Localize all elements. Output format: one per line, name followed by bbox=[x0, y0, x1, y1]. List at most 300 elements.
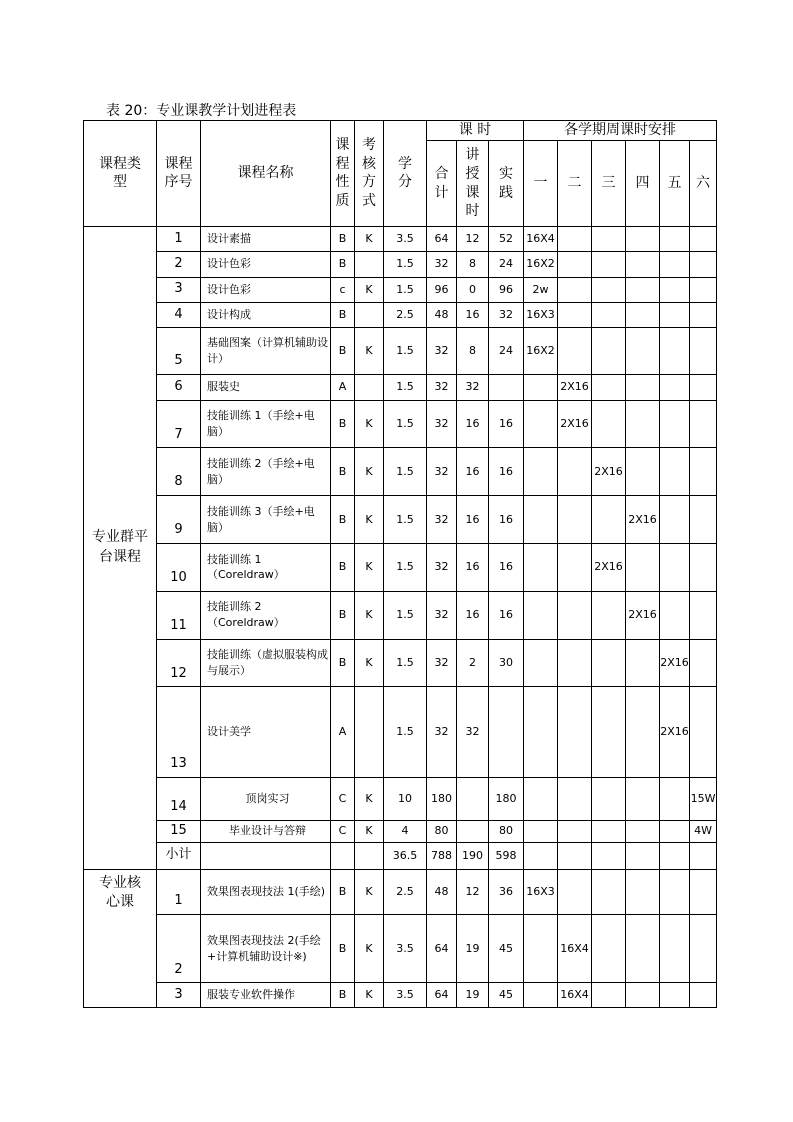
semester-5-hours bbox=[660, 869, 690, 915]
course-lecture: 12 bbox=[457, 869, 489, 915]
course-name: 技能训练 1（Coreldraw） bbox=[201, 544, 331, 592]
course-exam: K bbox=[355, 639, 384, 687]
semester-3-hours bbox=[592, 400, 626, 448]
course-lecture: 19 bbox=[457, 915, 489, 983]
semester-5-hours bbox=[660, 843, 690, 869]
course-nature: C bbox=[331, 777, 355, 820]
semester-3-hours bbox=[592, 375, 626, 400]
course-seq: 3 bbox=[157, 983, 201, 1008]
semester-1-hours bbox=[524, 544, 558, 592]
course-nature: B bbox=[331, 496, 355, 544]
semester-1-hours bbox=[524, 820, 558, 842]
course-name: 设计构成 bbox=[201, 303, 331, 328]
course-nature: B bbox=[331, 983, 355, 1008]
course-name: 效果图表现技法 2(手绘+计算机辅助设计※) bbox=[201, 915, 331, 983]
course-credit: 1.5 bbox=[384, 277, 427, 302]
semester-5-hours bbox=[660, 303, 690, 328]
semester-4-hours: 2X16 bbox=[626, 496, 660, 544]
semester-3-hours bbox=[592, 687, 626, 778]
course-practice: 80 bbox=[489, 820, 524, 842]
table-row bbox=[84, 226, 717, 251]
table-row bbox=[84, 687, 717, 778]
course-total: 32 bbox=[427, 375, 457, 400]
header-semester-1: 一 bbox=[524, 141, 558, 226]
semester-1-hours: 16X4 bbox=[524, 226, 558, 251]
course-nature: A bbox=[331, 687, 355, 778]
course-practice: 52 bbox=[489, 226, 524, 251]
semester-1-hours bbox=[524, 777, 558, 820]
course-plan-table bbox=[83, 120, 717, 1008]
course-nature: B bbox=[331, 591, 355, 639]
course-lecture: 190 bbox=[457, 843, 489, 869]
semester-6-hours bbox=[690, 983, 717, 1008]
course-name: 技能训练（虚拟服装构成与展示） bbox=[201, 639, 331, 687]
semester-6-hours bbox=[690, 400, 717, 448]
course-exam: K bbox=[355, 544, 384, 592]
header-credit: 学分 bbox=[384, 121, 427, 227]
course-name: 服装史 bbox=[201, 375, 331, 400]
course-seq: 2 bbox=[157, 915, 201, 983]
course-total: 32 bbox=[427, 544, 457, 592]
course-seq: 11 bbox=[157, 591, 201, 639]
course-name: 顶岗实习 bbox=[201, 777, 331, 820]
semester-6-hours bbox=[690, 226, 717, 251]
semester-6-hours: 15W bbox=[690, 777, 717, 820]
semester-3-hours bbox=[592, 303, 626, 328]
semester-1-hours: 16X2 bbox=[524, 328, 558, 375]
course-total: 64 bbox=[427, 915, 457, 983]
course-nature: B bbox=[331, 448, 355, 496]
semester-1-hours bbox=[524, 400, 558, 448]
course-lecture: 8 bbox=[457, 252, 489, 277]
semester-4-hours bbox=[626, 869, 660, 915]
semester-5-hours bbox=[660, 400, 690, 448]
course-nature: B bbox=[331, 252, 355, 277]
semester-1-hours bbox=[524, 687, 558, 778]
table-row bbox=[84, 544, 717, 592]
semester-1-hours bbox=[524, 983, 558, 1008]
course-total: 32 bbox=[427, 639, 457, 687]
course-name: 技能训练 3（手绘+电脑） bbox=[201, 496, 331, 544]
semester-5-hours bbox=[660, 591, 690, 639]
semester-3-hours: 2X16 bbox=[592, 448, 626, 496]
course-name: 基础图案（计算机辅助设计） bbox=[201, 328, 331, 375]
table-row bbox=[84, 591, 717, 639]
semester-4-hours bbox=[626, 843, 660, 869]
course-seq: 4 bbox=[157, 303, 201, 328]
course-total: 180 bbox=[427, 777, 457, 820]
course-practice: 16 bbox=[489, 400, 524, 448]
course-lecture: 16 bbox=[457, 448, 489, 496]
course-name: 技能训练 1（手绘+电脑） bbox=[201, 400, 331, 448]
course-name: 技能训练 2（手绘+电脑） bbox=[201, 448, 331, 496]
table-row bbox=[84, 777, 717, 820]
semester-3-hours bbox=[592, 591, 626, 639]
course-nature bbox=[331, 843, 355, 869]
course-exam: K bbox=[355, 591, 384, 639]
header-nature: 课程性质 bbox=[331, 121, 355, 227]
semester-4-hours bbox=[626, 328, 660, 375]
course-credit: 1.5 bbox=[384, 448, 427, 496]
semester-2-hours bbox=[558, 303, 592, 328]
semester-5-hours bbox=[660, 983, 690, 1008]
course-exam: K bbox=[355, 226, 384, 251]
semester-4-hours bbox=[626, 226, 660, 251]
course-credit: 1.5 bbox=[384, 544, 427, 592]
semester-4-hours bbox=[626, 820, 660, 842]
course-nature: B bbox=[331, 400, 355, 448]
semester-3-hours bbox=[592, 328, 626, 375]
course-nature: B bbox=[331, 544, 355, 592]
course-total: 32 bbox=[427, 328, 457, 375]
header-semester-5: 五 bbox=[660, 141, 690, 226]
semester-3-hours bbox=[592, 639, 626, 687]
course-name: 服装专业软件操作 bbox=[201, 983, 331, 1008]
semester-3-hours bbox=[592, 915, 626, 983]
course-total: 96 bbox=[427, 277, 457, 302]
course-seq: 3 bbox=[157, 277, 201, 302]
group-platform-courses: 专业群平台课程 bbox=[84, 226, 157, 869]
semester-4-hours bbox=[626, 303, 660, 328]
semester-2-hours bbox=[558, 777, 592, 820]
course-credit: 3.5 bbox=[384, 915, 427, 983]
semester-3-hours bbox=[592, 777, 626, 820]
semester-6-hours bbox=[690, 869, 717, 915]
course-total: 48 bbox=[427, 303, 457, 328]
course-lecture: 12 bbox=[457, 226, 489, 251]
semester-3-hours bbox=[592, 843, 626, 869]
course-credit: 4 bbox=[384, 820, 427, 842]
semester-6-hours bbox=[690, 303, 717, 328]
semester-1-hours bbox=[524, 448, 558, 496]
semester-6-hours bbox=[690, 544, 717, 592]
course-exam: K bbox=[355, 448, 384, 496]
semester-2-hours bbox=[558, 639, 592, 687]
semester-2-hours bbox=[558, 591, 592, 639]
semester-4-hours bbox=[626, 400, 660, 448]
semester-6-hours bbox=[690, 591, 717, 639]
semester-3-hours bbox=[592, 820, 626, 842]
header-semester-3: 三 bbox=[592, 141, 626, 226]
semester-5-hours bbox=[660, 328, 690, 375]
header-name: 课程名称 bbox=[201, 121, 331, 227]
semester-6-hours bbox=[690, 687, 717, 778]
semester-6-hours bbox=[690, 277, 717, 302]
table-row bbox=[84, 375, 717, 400]
group-core-courses: 专业核心课 bbox=[84, 869, 157, 1008]
table-row bbox=[84, 496, 717, 544]
header-semester-group: 各学期周课时安排 bbox=[524, 121, 717, 141]
course-seq: 10 bbox=[157, 544, 201, 592]
semester-3-hours bbox=[592, 226, 626, 251]
semester-6-hours bbox=[690, 375, 717, 400]
course-nature: B bbox=[331, 226, 355, 251]
course-exam: K bbox=[355, 328, 384, 375]
course-credit: 2.5 bbox=[384, 303, 427, 328]
semester-1-hours bbox=[524, 375, 558, 400]
semester-5-hours bbox=[660, 820, 690, 842]
semester-2-hours bbox=[558, 544, 592, 592]
course-name: 设计美学 bbox=[201, 687, 331, 778]
course-seq: 5 bbox=[157, 328, 201, 375]
semester-2-hours bbox=[558, 277, 592, 302]
table-row bbox=[84, 915, 717, 983]
course-exam: K bbox=[355, 496, 384, 544]
semester-5-hours bbox=[660, 496, 690, 544]
semester-3-hours bbox=[592, 252, 626, 277]
course-lecture: 16 bbox=[457, 591, 489, 639]
course-nature: B bbox=[331, 915, 355, 983]
semester-6-hours bbox=[690, 843, 717, 869]
semester-4-hours: 2X16 bbox=[626, 591, 660, 639]
semester-2-hours bbox=[558, 869, 592, 915]
course-credit: 3.5 bbox=[384, 983, 427, 1008]
table-row bbox=[84, 400, 717, 448]
semester-2-hours bbox=[558, 448, 592, 496]
semester-1-hours bbox=[524, 915, 558, 983]
semester-1-hours: 16X2 bbox=[524, 252, 558, 277]
semester-2-hours bbox=[558, 328, 592, 375]
course-practice: 16 bbox=[489, 591, 524, 639]
table-caption: 表 20：专业课教学计划进程表 bbox=[106, 103, 297, 119]
course-seq: 6 bbox=[157, 375, 201, 400]
table-row bbox=[84, 869, 717, 915]
semester-4-hours bbox=[626, 777, 660, 820]
course-practice: 16 bbox=[489, 496, 524, 544]
course-credit: 1.5 bbox=[384, 496, 427, 544]
header-lecture: 讲授课时 bbox=[457, 141, 489, 226]
semester-3-hours bbox=[592, 869, 626, 915]
semester-1-hours: 16X3 bbox=[524, 869, 558, 915]
table-row bbox=[84, 328, 717, 375]
semester-2-hours: 16X4 bbox=[558, 915, 592, 983]
semester-2-hours: 16X4 bbox=[558, 983, 592, 1008]
table-row bbox=[84, 983, 717, 1008]
course-exam: K bbox=[355, 777, 384, 820]
course-credit: 3.5 bbox=[384, 226, 427, 251]
table-row bbox=[84, 277, 717, 302]
course-seq: 13 bbox=[157, 687, 201, 778]
semester-2-hours bbox=[558, 252, 592, 277]
course-practice: 16 bbox=[489, 448, 524, 496]
course-seq: 小计 bbox=[157, 843, 201, 869]
semester-2-hours bbox=[558, 820, 592, 842]
course-credit: 1.5 bbox=[384, 328, 427, 375]
semester-6-hours bbox=[690, 328, 717, 375]
course-practice: 598 bbox=[489, 843, 524, 869]
course-credit: 2.5 bbox=[384, 869, 427, 915]
course-lecture: 8 bbox=[457, 328, 489, 375]
course-seq: 2 bbox=[157, 252, 201, 277]
course-exam: K bbox=[355, 820, 384, 842]
course-exam: K bbox=[355, 869, 384, 915]
semester-5-hours bbox=[660, 448, 690, 496]
course-total: 32 bbox=[427, 448, 457, 496]
semester-3-hours bbox=[592, 983, 626, 1008]
semester-1-hours: 2w bbox=[524, 277, 558, 302]
table-row bbox=[84, 448, 717, 496]
course-seq: 12 bbox=[157, 639, 201, 687]
course-practice bbox=[489, 687, 524, 778]
course-total: 64 bbox=[427, 226, 457, 251]
table-row bbox=[84, 820, 717, 842]
semester-5-hours bbox=[660, 544, 690, 592]
course-lecture: 0 bbox=[457, 277, 489, 302]
semester-5-hours bbox=[660, 915, 690, 983]
course-practice: 24 bbox=[489, 328, 524, 375]
course-total: 32 bbox=[427, 400, 457, 448]
semester-1-hours bbox=[524, 639, 558, 687]
course-name: 效果图表现技法 1(手绘) bbox=[201, 869, 331, 915]
header-semester-2: 二 bbox=[558, 141, 592, 226]
course-credit: 36.5 bbox=[384, 843, 427, 869]
course-lecture: 16 bbox=[457, 544, 489, 592]
course-practice: 30 bbox=[489, 639, 524, 687]
course-exam: K bbox=[355, 400, 384, 448]
course-lecture: 32 bbox=[457, 687, 489, 778]
table-row bbox=[84, 639, 717, 687]
header-hours-group: 课 时 bbox=[427, 121, 524, 141]
course-lecture: 16 bbox=[457, 400, 489, 448]
course-name: 毕业设计与答辩 bbox=[201, 820, 331, 842]
course-practice: 16 bbox=[489, 544, 524, 592]
semester-5-hours: 2X16 bbox=[660, 639, 690, 687]
course-exam: K bbox=[355, 277, 384, 302]
semester-2-hours: 2X16 bbox=[558, 400, 592, 448]
course-nature: B bbox=[331, 303, 355, 328]
course-seq: 15 bbox=[157, 820, 201, 842]
course-exam: K bbox=[355, 915, 384, 983]
course-nature: B bbox=[331, 869, 355, 915]
course-nature: c bbox=[331, 277, 355, 302]
course-exam bbox=[355, 375, 384, 400]
semester-3-hours bbox=[592, 277, 626, 302]
semester-4-hours bbox=[626, 639, 660, 687]
table-row bbox=[84, 843, 717, 869]
course-name: 技能训练 2（Coreldraw） bbox=[201, 591, 331, 639]
course-seq: 1 bbox=[157, 869, 201, 915]
course-credit: 1.5 bbox=[384, 687, 427, 778]
course-total: 32 bbox=[427, 687, 457, 778]
course-total: 48 bbox=[427, 869, 457, 915]
semester-4-hours bbox=[626, 983, 660, 1008]
semester-6-hours bbox=[690, 252, 717, 277]
table-row bbox=[84, 303, 717, 328]
course-credit: 1.5 bbox=[384, 375, 427, 400]
semester-3-hours: 2X16 bbox=[592, 544, 626, 592]
semester-2-hours bbox=[558, 226, 592, 251]
course-practice: 96 bbox=[489, 277, 524, 302]
semester-1-hours bbox=[524, 591, 558, 639]
course-lecture: 16 bbox=[457, 303, 489, 328]
course-total: 32 bbox=[427, 591, 457, 639]
course-seq: 7 bbox=[157, 400, 201, 448]
course-seq: 9 bbox=[157, 496, 201, 544]
course-exam bbox=[355, 252, 384, 277]
course-lecture: 32 bbox=[457, 375, 489, 400]
semester-5-hours: 2X16 bbox=[660, 687, 690, 778]
semester-4-hours bbox=[626, 544, 660, 592]
course-practice: 45 bbox=[489, 915, 524, 983]
header-semester-6: 六 bbox=[690, 141, 717, 226]
header-total: 合计 bbox=[427, 141, 457, 226]
course-practice: 180 bbox=[489, 777, 524, 820]
course-total: 32 bbox=[427, 252, 457, 277]
semester-1-hours bbox=[524, 496, 558, 544]
course-practice: 45 bbox=[489, 983, 524, 1008]
course-name: 设计素描 bbox=[201, 226, 331, 251]
semester-1-hours bbox=[524, 843, 558, 869]
semester-5-hours bbox=[660, 375, 690, 400]
course-total: 80 bbox=[427, 820, 457, 842]
semester-6-hours bbox=[690, 496, 717, 544]
course-exam bbox=[355, 303, 384, 328]
course-credit: 1.5 bbox=[384, 639, 427, 687]
semester-3-hours bbox=[592, 496, 626, 544]
semester-2-hours: 2X16 bbox=[558, 375, 592, 400]
course-practice: 36 bbox=[489, 869, 524, 915]
semester-4-hours bbox=[626, 375, 660, 400]
course-total: 32 bbox=[427, 496, 457, 544]
course-nature: C bbox=[331, 820, 355, 842]
course-credit: 1.5 bbox=[384, 252, 427, 277]
course-credit: 1.5 bbox=[384, 591, 427, 639]
course-nature: B bbox=[331, 328, 355, 375]
semester-6-hours: 4W bbox=[690, 820, 717, 842]
course-practice bbox=[489, 375, 524, 400]
course-exam: K bbox=[355, 983, 384, 1008]
semester-5-hours bbox=[660, 226, 690, 251]
semester-5-hours bbox=[660, 252, 690, 277]
semester-4-hours bbox=[626, 915, 660, 983]
course-nature: A bbox=[331, 375, 355, 400]
course-practice: 24 bbox=[489, 252, 524, 277]
table-row bbox=[84, 252, 717, 277]
course-exam bbox=[355, 687, 384, 778]
semester-5-hours bbox=[660, 277, 690, 302]
header-course-type: 课程类型 bbox=[84, 121, 157, 227]
semester-4-hours bbox=[626, 687, 660, 778]
course-credit: 1.5 bbox=[384, 400, 427, 448]
course-lecture bbox=[457, 820, 489, 842]
course-lecture: 16 bbox=[457, 496, 489, 544]
course-lecture: 19 bbox=[457, 983, 489, 1008]
header-seq: 课程序号 bbox=[157, 121, 201, 227]
course-seq: 8 bbox=[157, 448, 201, 496]
semester-6-hours bbox=[690, 915, 717, 983]
course-practice: 32 bbox=[489, 303, 524, 328]
semester-6-hours bbox=[690, 448, 717, 496]
semester-6-hours bbox=[690, 639, 717, 687]
semester-4-hours bbox=[626, 252, 660, 277]
semester-4-hours bbox=[626, 277, 660, 302]
course-lecture: 2 bbox=[457, 639, 489, 687]
semester-2-hours bbox=[558, 843, 592, 869]
header-practice: 实践 bbox=[489, 141, 524, 226]
semester-5-hours bbox=[660, 777, 690, 820]
course-seq: 14 bbox=[157, 777, 201, 820]
course-name: 设计色彩 bbox=[201, 277, 331, 302]
semester-1-hours: 16X3 bbox=[524, 303, 558, 328]
course-name bbox=[201, 843, 331, 869]
course-exam bbox=[355, 843, 384, 869]
header-semester-4: 四 bbox=[626, 141, 660, 226]
course-nature: B bbox=[331, 639, 355, 687]
course-credit: 10 bbox=[384, 777, 427, 820]
course-total: 788 bbox=[427, 843, 457, 869]
course-lecture bbox=[457, 777, 489, 820]
header-exam: 考核方式 bbox=[355, 121, 384, 227]
